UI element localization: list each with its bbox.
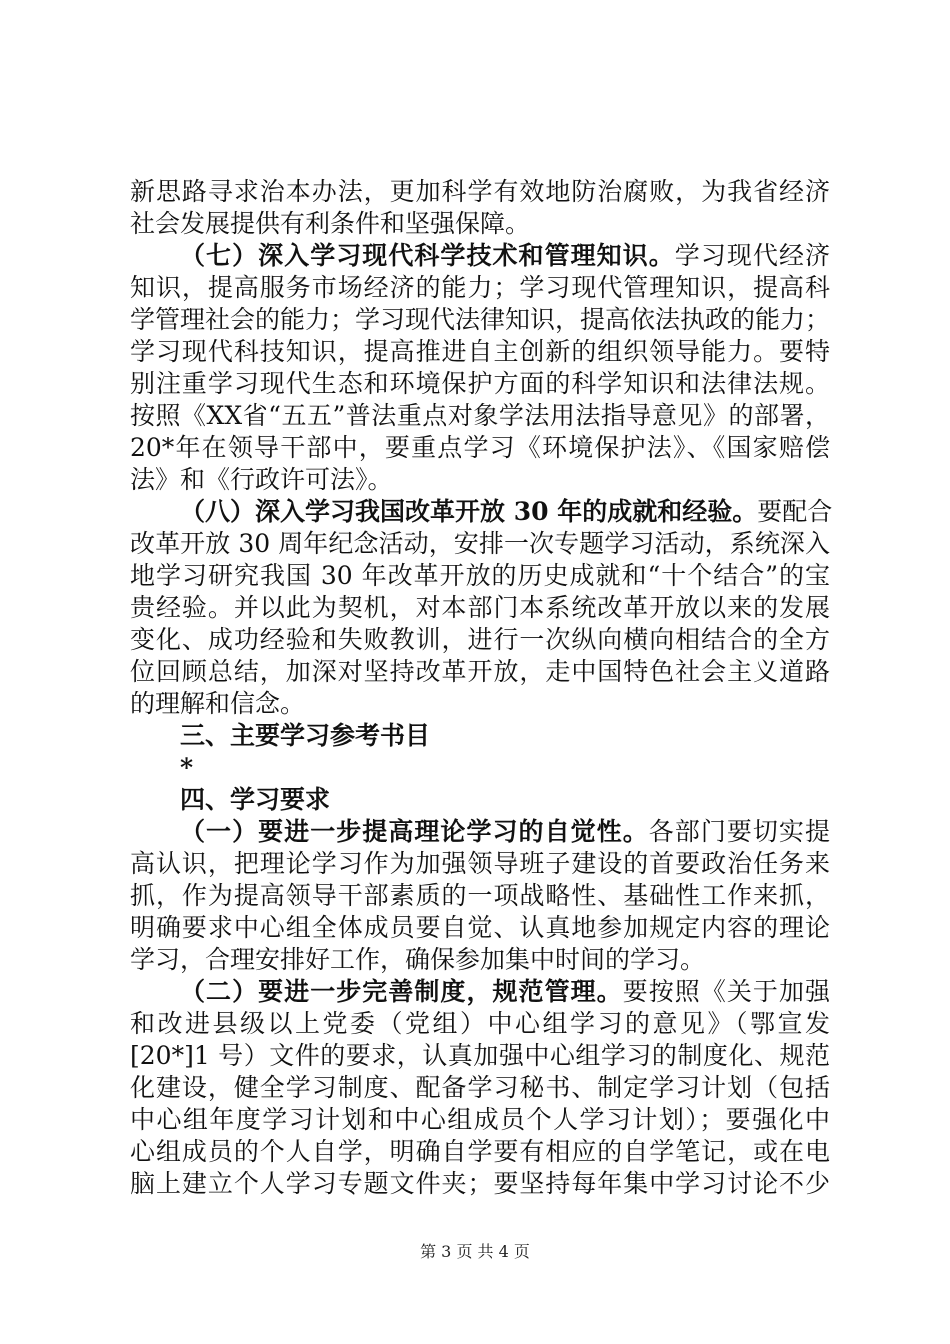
body-text-line: 的理解和信念。 <box>130 689 306 718</box>
body-text-line: 别注重学习现代生态和环境保护方面的科学知识和法律法规。 <box>130 369 830 398</box>
body-text: 学习现代经济 <box>674 241 830 270</box>
body-text-line: 高认识，把理论学习作为加强领导班子建设的首要政治任务来 <box>130 849 830 878</box>
asterisk-placeholder: * <box>180 753 194 782</box>
body-text: 各部门要切实提 <box>648 817 830 846</box>
paragraph-two-heading: （二）要进一步完善制度，规范管理。 <box>180 977 623 1006</box>
body-text: 要配合 <box>757 497 833 526</box>
paragraph-eight-heading: （八）深入学习我国改革开放 30 年的成就和经验。 <box>180 497 758 526</box>
body-text-line: 贵经验。并以此为契机，对本部门本系统改革开放以来的发展 <box>130 593 830 622</box>
body-text-line: 化建设，健全学习制度、配备学习秘书、制定学习计划（包括 <box>130 1073 830 1102</box>
body-text-line: 法》和《行政许可法》。 <box>130 465 393 494</box>
body-text-line: 知识，提高服务市场经济的能力；学习现代管理知识，提高科 <box>130 273 830 302</box>
body-text-line: 心组成员的个人自学，明确自学要有相应的自学笔记，或在电 <box>130 1137 830 1166</box>
paragraph-seven-first-line <box>180 240 830 274</box>
body-text-line: 脑上建立个人学习专题文件夹；要坚持每年集中学习讨论不少 <box>130 1169 830 1198</box>
section-three-heading: 三、主要学习参考书目 <box>180 721 431 750</box>
body-text-line: 改革开放 30 周年纪念活动，安排一次专题学习活动，系统深入 <box>130 529 830 558</box>
body-text-line: 社会发展提供有利条件和坚强保障。 <box>130 209 531 238</box>
body-text-line: 和改进县级以上党委（党组）中心组学习的意见》（鄂宣发 <box>130 1009 830 1038</box>
body-text-line: 学习现代科技知识，提高推进自主创新的组织领导能力。要特 <box>130 337 830 366</box>
body-text-line: 抓，作为提高领导干部素质的一项战略性、基础性工作来抓， <box>130 881 830 910</box>
body-text-line: 20*年在领导干部中，要重点学习《环境保护法》、《国家赔偿 <box>130 433 830 462</box>
body-text-line: [20*]1 号）文件的要求，认真加强中心组学习的制度化、规范 <box>130 1041 830 1070</box>
body-text-line: 学习，合理安排好工作，确保参加集中时间的学习。 <box>130 945 706 974</box>
body-text-line: 新思路寻求治本办法，更加科学有效地防治腐败，为我省经济 <box>130 177 830 206</box>
paragraph-eight-first-line <box>180 496 833 530</box>
paragraph-seven-heading: （七）深入学习现代科学技术和管理知识。 <box>180 241 675 270</box>
paragraph-one-heading: （一）要进一步提高理论学习的自觉性。 <box>180 817 649 846</box>
paragraph-one-first-line <box>180 816 830 850</box>
body-text-line: 地学习研究我国 30 年改革开放的历史成就和“十个结合”的宝 <box>130 561 830 590</box>
body-text-line: 变化、成功经验和失败教训，进行一次纵向横向相结合的全方 <box>130 625 830 654</box>
body-text-line: 明确要求中心组全体成员要自觉、认真地参加规定内容的理论 <box>130 913 830 942</box>
body-text-line: 位回顾总结，加深对坚持改革开放，走中国特色社会主义道路 <box>130 657 830 686</box>
body-text-line: 按照《XX省“五五”普法重点对象学法用法指导意见》的部署， <box>130 401 830 430</box>
body-text-line: 学管理社会的能力；学习现代法律知识，提高依法执政的能力； <box>130 305 831 334</box>
paragraph-two-first-line <box>180 976 830 1010</box>
body-text-line: 中心组年度学习计划和中心组成员个人学习计划）；要强化中 <box>130 1105 830 1134</box>
body-text: 要按照《关于加强 <box>622 977 830 1006</box>
page-number-footer: 第 3 页 共 4 页 <box>420 1242 530 1261</box>
section-four-heading: 四、学习要求 <box>180 785 331 814</box>
